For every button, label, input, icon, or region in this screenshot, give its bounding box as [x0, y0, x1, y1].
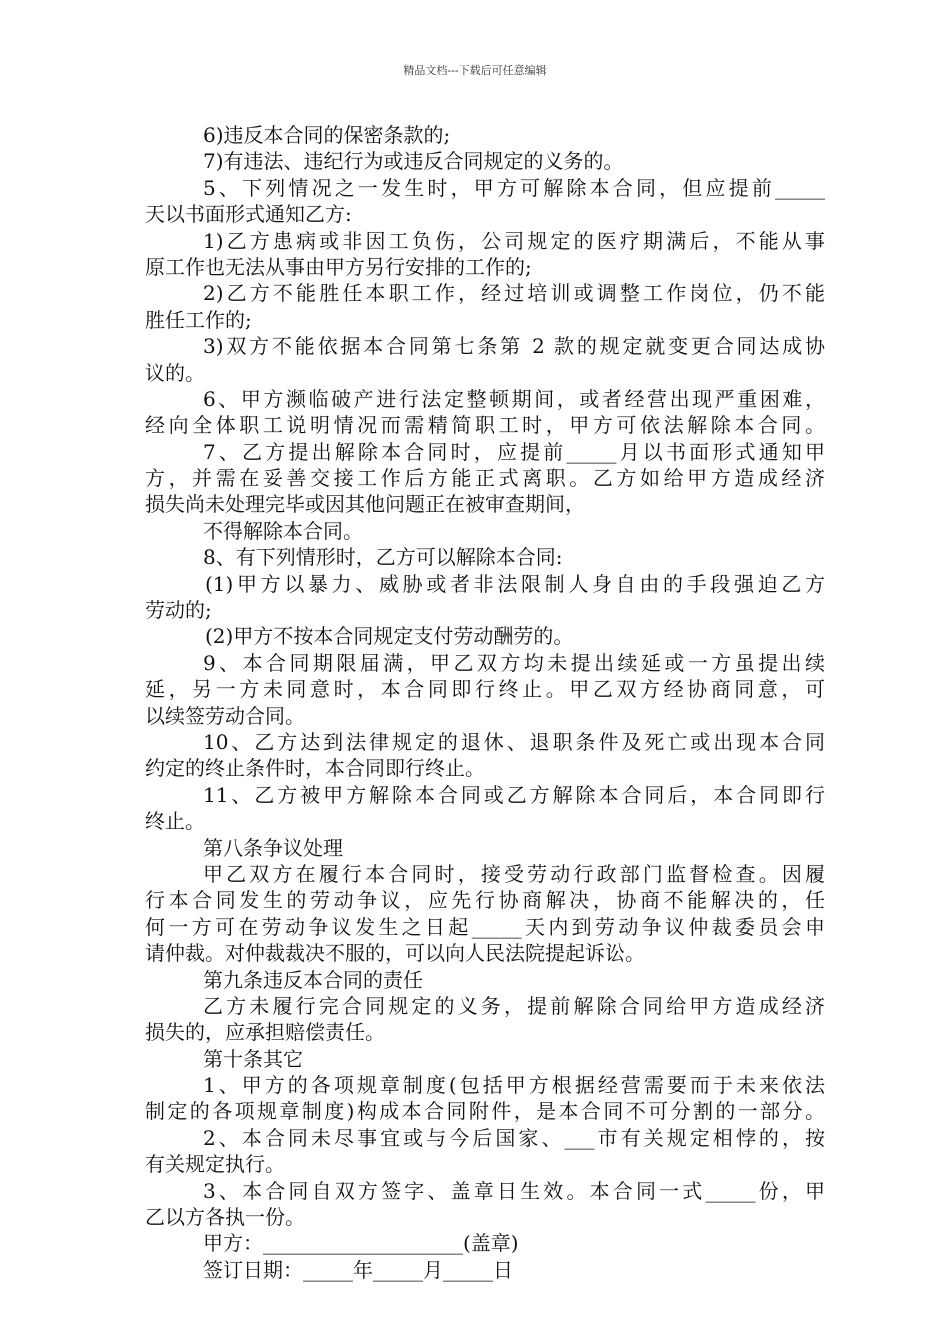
clause-line: 3)双方不能依据本合同第七条第 2 款的规定就变更合同达成协	[203, 334, 825, 359]
clause-line: 方，并需在妥善交接工作后方能正式离职。乙方如给甲方造成经济	[145, 466, 825, 491]
clause-line: (1)甲方以暴力、威胁或者非法限制人身自由的手段强迫乙方	[205, 571, 825, 596]
clause-line: 以续签劳动合同。	[145, 703, 305, 728]
clause-line: 请仲裁。对仲裁裁决不服的，可以向人民法院提起诉讼。	[145, 941, 645, 966]
signature-line: 甲方：____________________(盖章)	[203, 1231, 519, 1256]
section-heading: 第八条争议处理	[203, 835, 343, 860]
clause-line: 2、本合同未尽事宜或与今后国家、___市有关规定相悖的，按	[203, 1125, 825, 1150]
clause-line: 行本合同发生的劳动争议，应先行协商解决，协商不能解决的，任	[145, 888, 825, 913]
clause-line: 天以书面形式通知乙方:	[145, 202, 352, 227]
section-heading: 第九条违反本合同的责任	[203, 967, 423, 992]
clause-line: 6)违反本合同的保密条款的;	[203, 123, 451, 147]
document-body	[145, 122, 825, 1283]
clause-line: 乙以方各执一份。	[145, 1205, 305, 1230]
clause-line: 劳动的;	[145, 598, 212, 623]
clause-line: 何一方可在劳动争议发生之日起_____天内到劳动争议仲裁委员会申	[145, 914, 825, 939]
clause-line: (2)甲方不按本合同规定支付劳动酬劳的。	[205, 624, 574, 649]
clause-line: 11、乙方被甲方解除本合同或乙方解除本合同后，本合同即行	[203, 782, 825, 807]
clause-line: 经向全体职工说明情况而需精简职工时，甲方可依法解除本合同。	[145, 413, 825, 438]
page-header: 精品文档---下载后可任意编辑	[403, 64, 547, 77]
clause-line: 10、乙方达到法律规定的退休、退职条件及死亡或出现本合同	[203, 729, 825, 754]
clause-line: 终止。	[145, 809, 205, 834]
clause-line: 不得解除本合同。	[203, 518, 363, 543]
clause-line: 制定的各项规章制度)构成本合同附件，是本合同不可分割的一部分。	[145, 1099, 825, 1124]
clause-line: 1、甲方的各项规章制度(包括甲方根据经营需要而于未来依法	[203, 1073, 825, 1098]
clause-line: 6、甲方濒临破产进行法定整顿期间，或者经营出现严重困难，	[203, 386, 825, 411]
clause-line: 约定的终止条件时，本合同即行终止。	[145, 756, 485, 781]
clause-line: 原工作也无法从事由甲方另行安排的工作的;	[145, 254, 532, 279]
clause-line: 2)乙方不能胜任本职工作，经过培训或调整工作岗位，仍不能	[203, 281, 825, 306]
clause-line: 5、下列情况之一发生时，甲方可解除本合同，但应提前_____	[203, 175, 825, 200]
sign-date-line: 签订日期：_____年_____月_____日	[203, 1257, 513, 1282]
clause-line: 损失尚未处理完毕或因其他问题正在被审查期间，	[145, 492, 585, 517]
clause-line: 1)乙方患病或非因工负伤，公司规定的医疗期满后，不能从事	[203, 228, 825, 253]
clause-line: 9、本合同期限届满，甲乙双方均未提出续延或一方虽提出续	[203, 650, 825, 675]
section-heading: 第十条其它	[203, 1046, 303, 1071]
clause-line: 8、有下列情形时，乙方可以解除本合同:	[203, 545, 563, 570]
clause-line: 损失的，应承担赔偿责任。	[145, 1020, 385, 1045]
clause-line: 乙方未履行完合同规定的义务，提前解除合同给甲方造成经济	[203, 993, 825, 1018]
clause-line: 7、乙方提出解除本合同时，应提前_____月以书面形式通知甲	[203, 439, 825, 464]
clause-line: 有关规定执行。	[145, 1152, 285, 1177]
clause-line: 7)有违法、违纪行为或违反合同规定的义务的。	[203, 149, 624, 174]
clause-line: 延，另一方未同意时，本合同即行终止。甲乙双方经协商同意，可	[145, 677, 825, 702]
clause-line: 议的。	[145, 360, 205, 385]
clause-line: 甲乙双方在履行本合同时，接受劳动行政部门监督检查。因履	[203, 861, 825, 886]
clause-line: 3、本合同自双方签字、盖章日生效。本合同一式_____份，甲	[203, 1178, 825, 1203]
clause-line: 胜任工作的;	[145, 307, 252, 332]
